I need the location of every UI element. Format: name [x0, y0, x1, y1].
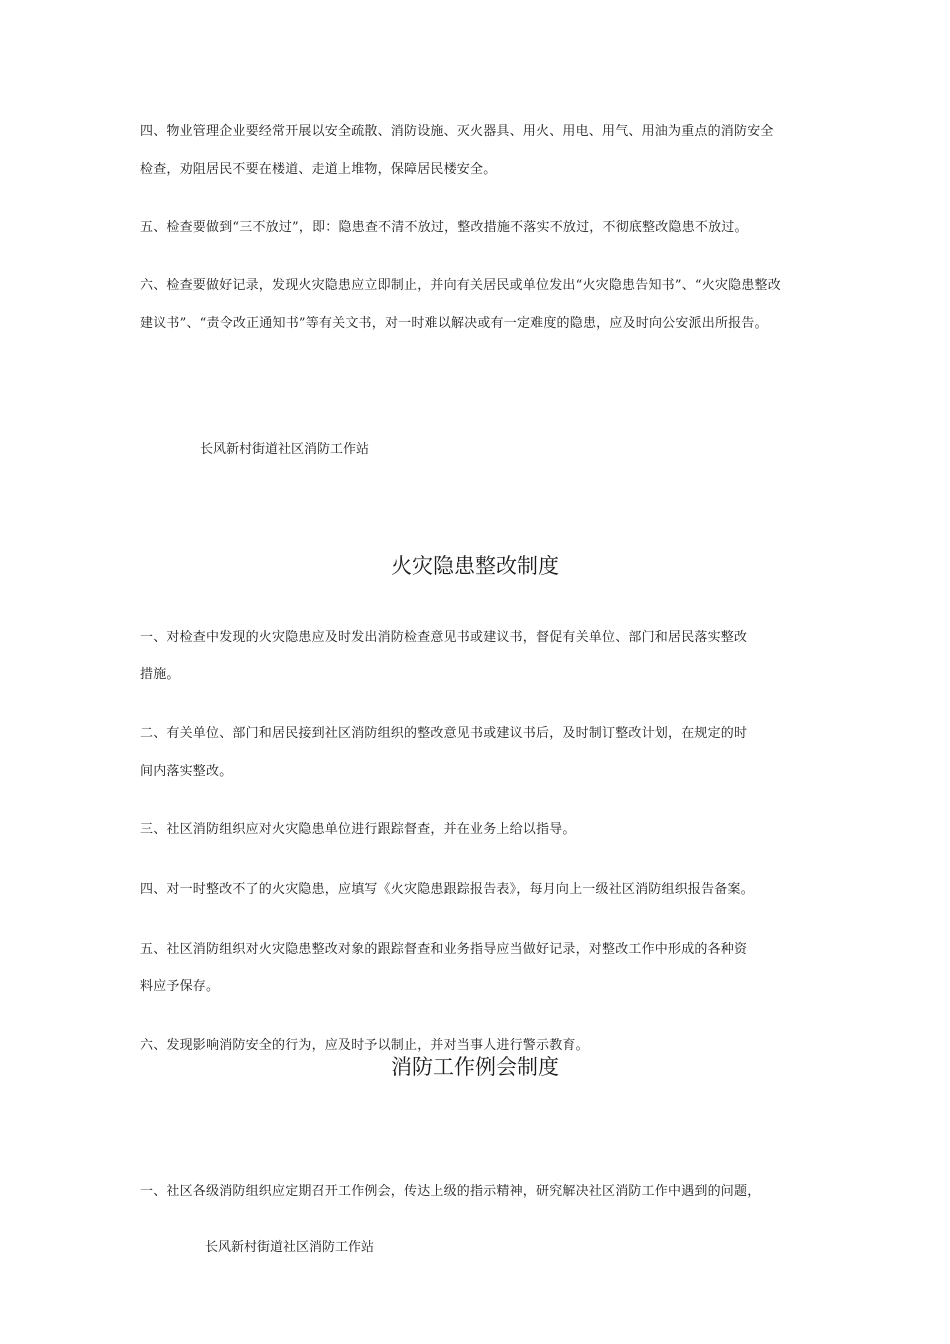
section-title: 火灾隐患整改制度 [391, 554, 559, 578]
signature: 长风新村街道社区消防工作站 [200, 442, 370, 457]
rectification-item-2-line-2: 间内落实整改。 [140, 764, 233, 779]
rectification-item-4-line-1: 四、对一时整改不了的火灾隐患，应填写《火灾隐患跟踪报告表》，每月向上一级社区消防组织报告备案。 [140, 882, 754, 897]
paragraph-6-line-1: 六、检查要做好记录，发现火灾隐患应立即制止，并向有关居民或单位发出“火灾隐患告知书”、“火灾隐患整改 [140, 278, 781, 293]
rectification-item-1-line-2: 措施。 [140, 667, 180, 682]
rectification-item-2-line-1: 二、有关单位、部门和居民接到社区消防组织的整改意见书或建议书后，及时制订整改计划，在规定的时 [140, 726, 748, 741]
signature: 长风新村街道社区消防工作站 [205, 1240, 375, 1255]
section-title: 消防工作例会制度 [391, 1055, 559, 1079]
rectification-item-1-line-1: 一、对检查中发现的火灾隐患应及时发出消防检查意见书或建议书，督促有关单位、部门和居民落实整改 [140, 630, 748, 645]
paragraph-6-line-2: 建议书”、“责令改正通知书”等有关文书，对一时难以解决或有一定难度的隐患，应及时向公安派出所报告。 [140, 316, 768, 331]
rectification-item-5-line-1: 五、社区消防组织对火灾隐患整改对象的跟踪督查和业务指导应当做好记录，对整改工作中形成的各种资 [140, 942, 748, 957]
rectification-item-5-line-2: 料应予保存。 [140, 979, 220, 994]
rectification-item-3-line-1: 三、社区消防组织应对火灾隐患单位进行跟踪督查，并在业务上给以指导。 [140, 822, 576, 837]
meeting-item-1-line-1: 一、社区各级消防组织应定期召开工作例会，传达上级的指示精神，研究解决社区消防工作中遇到的问题， [140, 1184, 761, 1199]
rectification-item-6-line-1: 六、发现影响消防安全的行为，应及时予以制止，并对当事人进行警示教育。 [140, 1038, 589, 1053]
paragraph-4-line-2: 检查，劝阻居民不要在楼道、走道上堆物，保障居民楼安全。 [140, 162, 497, 177]
paragraph-5-line-1: 五、检查要做到“三不放过”，即：隐患查不清不放过，整改措施不落实不放过，不彻底整改隐患不放过。 [140, 220, 748, 235]
paragraph-4-line-1: 四、物业管理企业要经常开展以安全疏散、消防设施、灭火器具、用火、用电、用气、用油为重点的消防安全 [140, 124, 774, 139]
